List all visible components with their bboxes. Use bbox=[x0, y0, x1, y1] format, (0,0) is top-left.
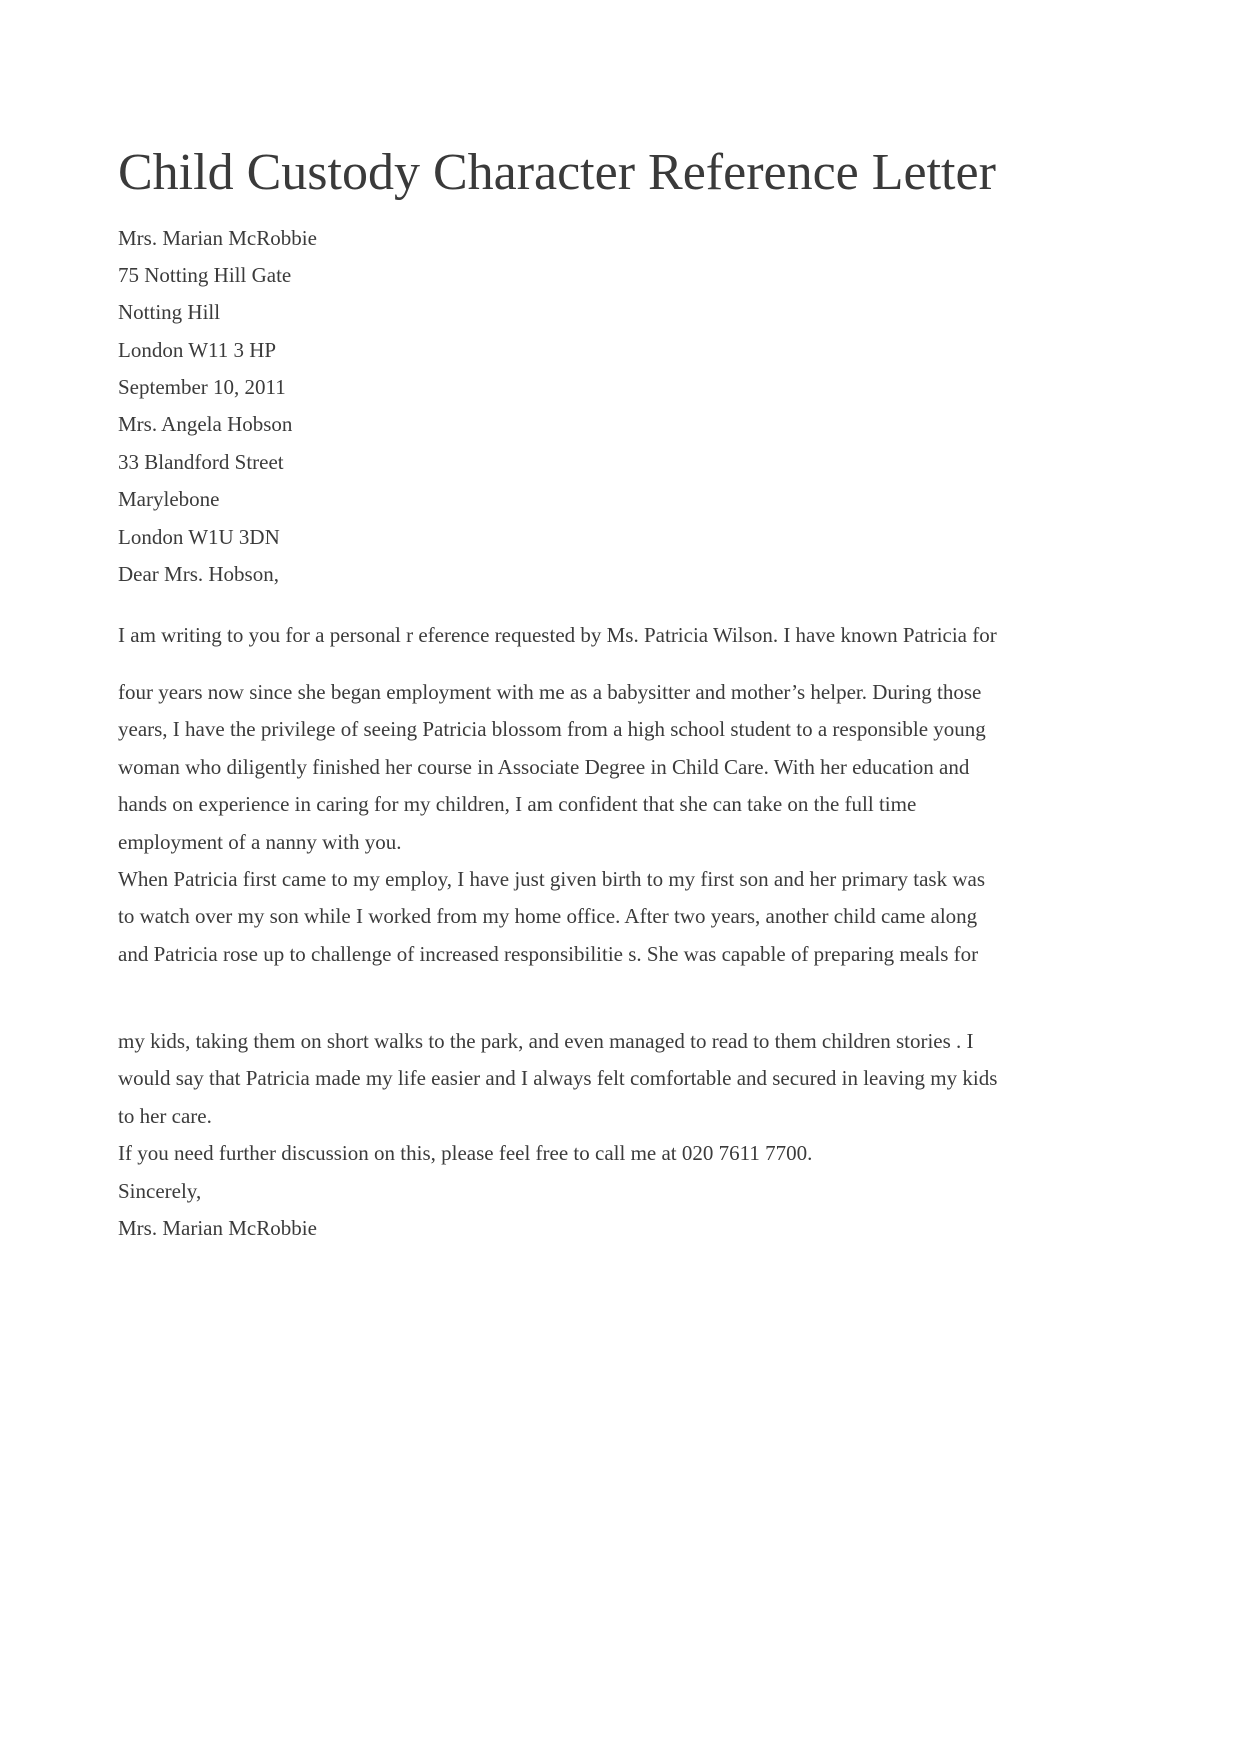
body-line: I am writing to you for a personal r eference requested by Ms. Patricia Wilson. I have known Patricia for bbox=[118, 623, 997, 647]
body-line: If you need further discussion on this, please feel free to call me at 020 7611 7700. bbox=[118, 1141, 813, 1165]
body-line: to watch over my son while I worked from my home office. After two years, another child came along bbox=[118, 904, 978, 928]
body-line: employment of a nanny with you. bbox=[118, 830, 402, 854]
body-line: woman who diligently finished her course in Associate Degree in Child Care. With her education and bbox=[118, 755, 970, 779]
body-line: to her care. bbox=[118, 1104, 212, 1128]
sender-name: Mrs. Marian McRobbie bbox=[118, 226, 317, 250]
recipient-street: 33 Blandford Street bbox=[118, 450, 284, 474]
sender-city-postcode: London W11 3 HP bbox=[118, 338, 277, 362]
recipient-city-postcode: London W1U 3DN bbox=[118, 525, 280, 549]
letter-date: September 10, 2011 bbox=[118, 375, 286, 399]
page-title: Child Custody Character Reference Letter bbox=[118, 144, 996, 201]
body-line: hands on experience in caring for my children, I am confident that she can take on the full time bbox=[118, 792, 917, 816]
body-line: four years now since she began employment with me as a babysitter and mother’s helper. During those bbox=[118, 680, 982, 704]
body-line: years, I have the privilege of seeing Patricia blossom from a high school student to a responsible young bbox=[118, 717, 986, 741]
sender-area: Notting Hill bbox=[118, 300, 221, 324]
recipient-name: Mrs. Angela Hobson bbox=[118, 412, 293, 436]
sender-street: 75 Notting Hill Gate bbox=[118, 263, 292, 287]
body-line: would say that Patricia made my life easier and I always felt comfortable and secured in leaving my kids bbox=[118, 1066, 998, 1090]
closing: Sincerely, bbox=[118, 1179, 202, 1203]
signature-name: Mrs. Marian McRobbie bbox=[118, 1216, 317, 1240]
body-line: my kids, taking them on short walks to the park, and even managed to read to them children stories . I bbox=[118, 1029, 974, 1053]
body-line: and Patricia rose up to challenge of increased responsibilitie s. She was capable of preparing meals for bbox=[118, 942, 979, 966]
salutation: Dear Mrs. Hobson, bbox=[118, 562, 279, 586]
recipient-area: Marylebone bbox=[118, 487, 220, 511]
body-line: When Patricia first came to my employ, I have just given birth to my first son and her primary task was bbox=[118, 867, 986, 891]
